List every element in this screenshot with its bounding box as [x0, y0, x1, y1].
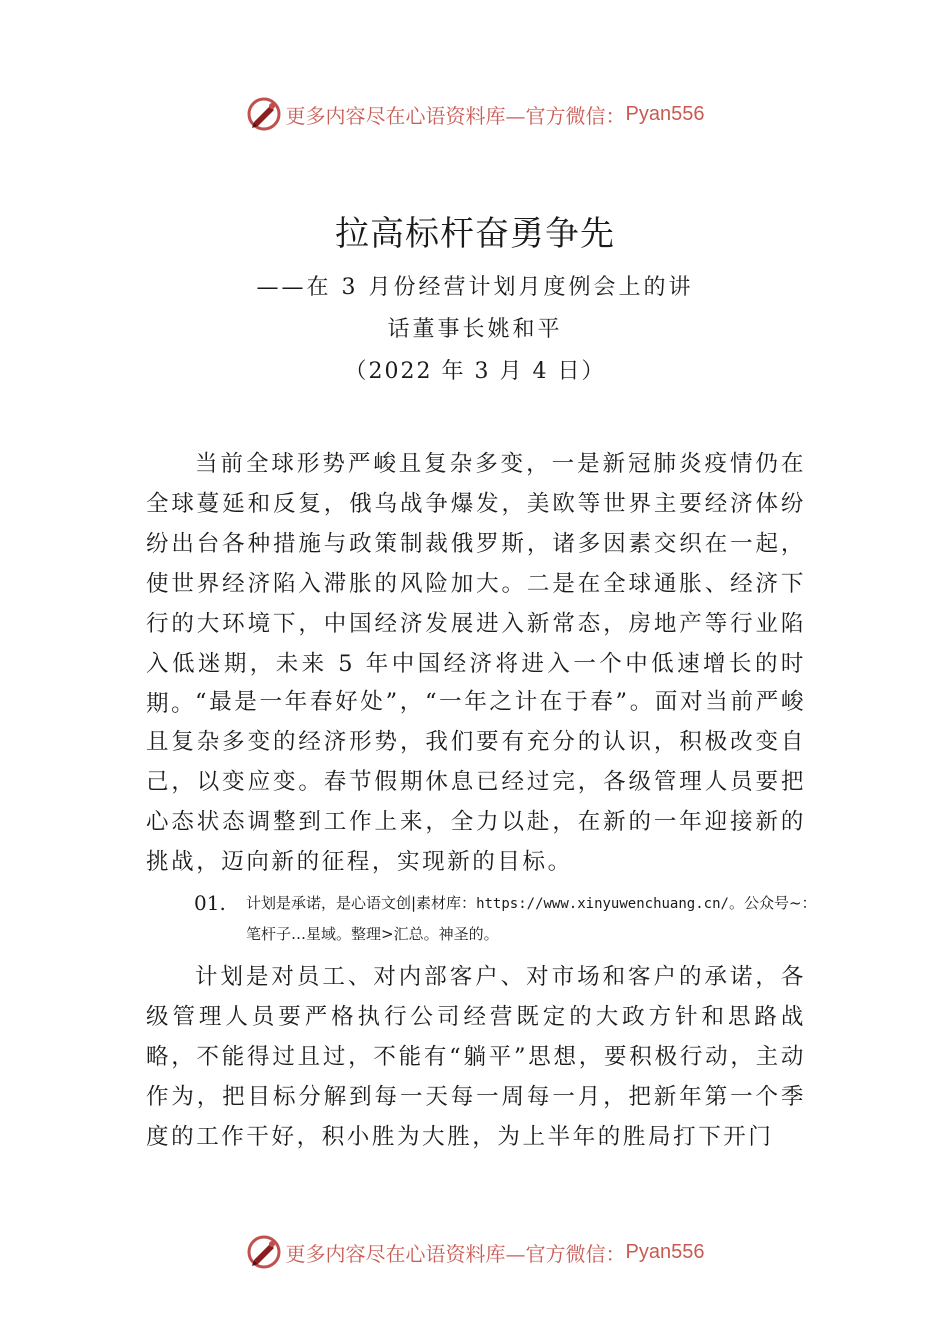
item-text [194, 888, 824, 949]
pen-logo-icon [246, 1234, 282, 1270]
numbered-item [194, 888, 824, 949]
item-text-part1: 计划是承诺，是心语文创|素材库： [246, 894, 477, 912]
header-banner-text: 更多内容尽在心语资料库—官方微信： [285, 103, 626, 128]
footer-wechat-id: Pyan556 [625, 1240, 705, 1263]
item-url-link[interactable]: https://www.xinyuwenchuang.cn/ [476, 896, 729, 912]
footer-banner [0, 1232, 950, 1272]
header-banner [0, 94, 950, 134]
paragraph-3: 计划是对员工、对内部客户、对市场和客户的承诺，各级管理人员要严格执行公司经营既定的大政方针和思路战略，不能得过且过，不能有“躺平”思想，要积极行动，主动作为，把目标分解到每一天每一周每一月，把新年第一个季度的工作干好，积小胜为大胜，为上半年的胜局打下开门 [146, 964, 806, 1150]
document-subtitle-line1: ——在 3 月份经营计划月度例会上的讲 [256, 275, 694, 300]
document-subtitle-line2: 话董事长姚和平 [387, 317, 563, 342]
document-date: （2022 年 3 月 4 日） [344, 359, 606, 384]
item-number: 01. [194, 891, 226, 915]
footer-banner-text: 更多内容尽在心语资料库—官方微信： [285, 1241, 626, 1266]
paragraph-1: 当前全球形势严峻且复杂多变，一是新冠肺炎疫情仍在全球蔓延和反复，俄乌战争爆发，美欧等世界主要经济体纷纷出台各种措施与政策制裁俄罗斯，诸多因素交织在一起，使世界经济陷入滞胀的风险加大。二是在全球通胀、经济下行的大环境下，中国经济发展进入新常态，房地产等行业陷入低迷期，未来 5 年中国经济将进入一个中低速增长的时期。 [146, 451, 806, 717]
paragraph-2: “最是一年春好处”，“一年之计在于春”。面对当前严峻且复杂多变的经济形势，我们要有充分的认识，积极改变自己，以变应变。春节假期休息已经过完，各级管理人员要把心态状态调整到工作上来，全力以赴，在新的一年迎接新的挑战，迈向新的征程，实现新的目标。 [146, 689, 806, 875]
pen-logo-icon [246, 96, 282, 132]
header-wechat-id: Pyan556 [625, 102, 705, 125]
item-text-part2: 。公众号~：笔杆子…星域。整理>汇总。神圣的。 [246, 894, 817, 943]
document-title: 拉高标杆奋勇争先 [335, 214, 615, 254]
